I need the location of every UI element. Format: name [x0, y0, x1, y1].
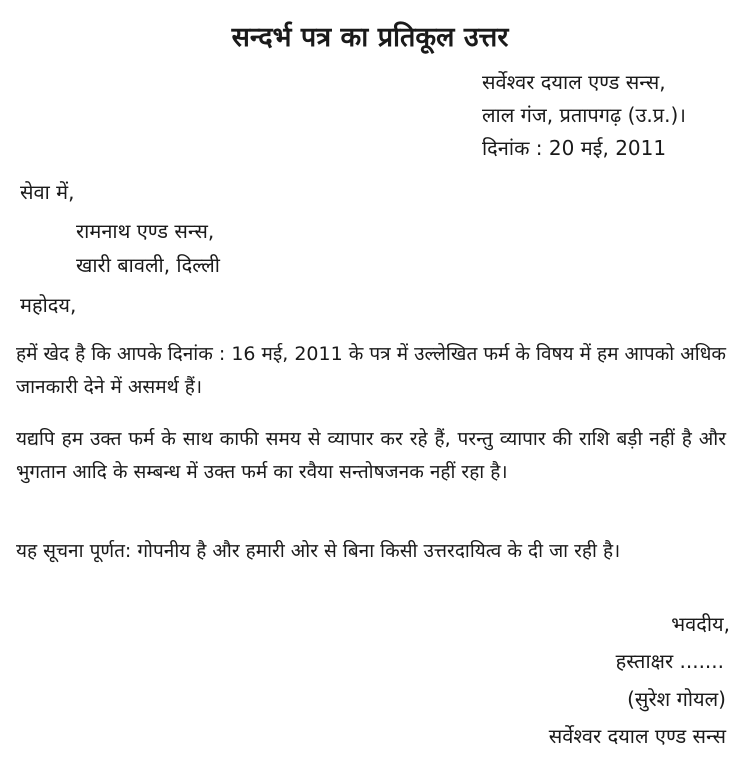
- sender-block: [482, 66, 686, 165]
- body-paragraph-2: यद्यपि हम उक्त फर्म के साथ काफी समय से व्यापार कर रहे हैं, परन्तु व्यापार की राशि बड़ी नहीं है और भुगतान आदि के सम्बन्ध में उक्त फर्म का रवैया सन्तोषजनक नहीं रहा है।: [16, 428, 726, 483]
- sender-address: लाल गंज, प्रतापगढ़ (उ.प्र.)।: [482, 103, 686, 127]
- letter-title: सन्दर्भ पत्र का प्रतिकूल उत्तर: [231, 22, 509, 53]
- body-paragraph-3: यह सूचना पूर्णत: गोपनीय है और हमारी ओर से बिना किसी उत्तरदायित्व के दी जा रही है।: [16, 540, 621, 562]
- recipient-name: रामनाथ एण्ड सन्स,: [76, 219, 215, 243]
- recipient-greeting: सेवा में,: [20, 180, 75, 204]
- letter-date: दिनांक : 20 मई, 2011: [482, 136, 667, 160]
- sender-name: सर्वेश्वर दयाल एण्ड सन्स,: [482, 70, 666, 94]
- recipient-address: खारी बावली, दिल्ली: [76, 253, 220, 277]
- recipient-block: [76, 214, 220, 282]
- salutation: महोदय,: [20, 293, 77, 317]
- signature-line: हस्ताक्षर .......: [615, 649, 724, 673]
- body-paragraph-1: हमें खेद है कि आपके दिनांक : 16 मई, 2011 के पत्र में उल्लेखित फर्म के विषय में हम आपको अधिक जानकारी देने में असमर्थ हैं।: [16, 343, 726, 398]
- signatory-name: (सुरेश गोयल): [627, 687, 726, 711]
- closing-yours: भवदीय,: [671, 612, 730, 636]
- signatory-firm: सर्वेश्वर दयाल एण्ड सन्स: [548, 724, 726, 748]
